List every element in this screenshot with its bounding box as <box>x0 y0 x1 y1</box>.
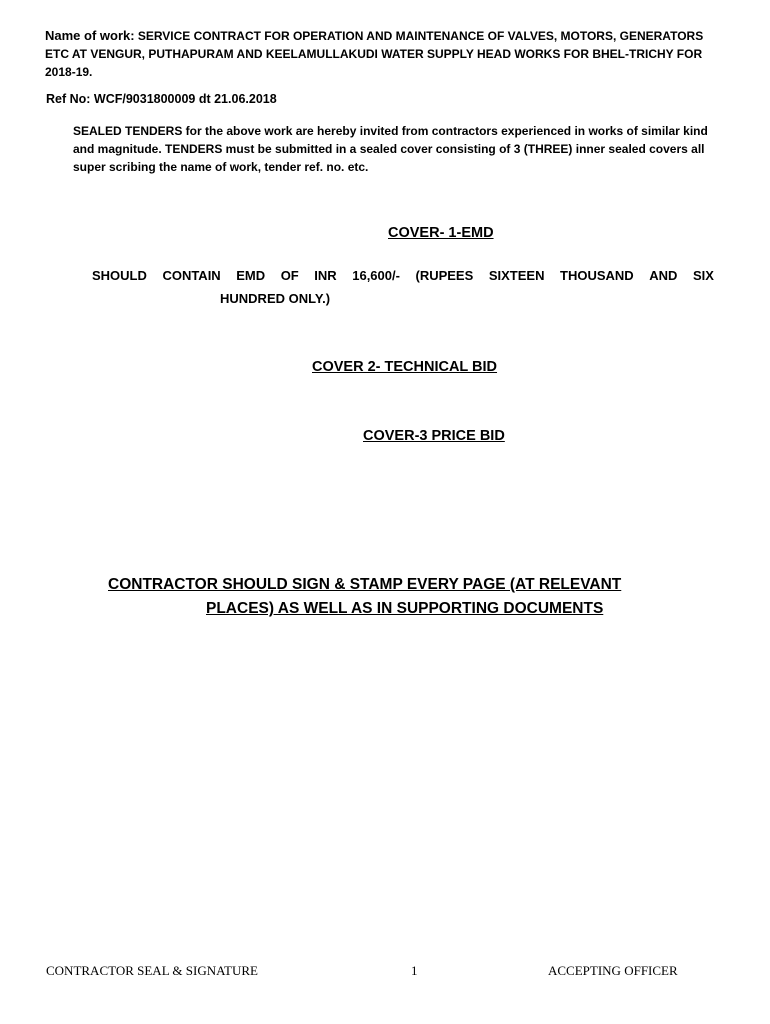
emd-word: EMD <box>236 268 266 283</box>
footer-contractor-seal: CONTRACTOR SEAL & SIGNATURE <box>46 963 258 978</box>
emd-word: INR <box>314 268 337 283</box>
intro-paragraph: SEALED TENDERS for the above work are hereby invited from contractors experienced in works of similar kind and magnitude. TENDERS must be submitted in a sealed cover consisting of 3 (THREE) inner sealed covers all super scribing the name of work, tender ref. no. etc. <box>73 124 708 174</box>
emd-word: OF <box>280 268 299 283</box>
emd-word: CONTAIN <box>162 268 221 283</box>
emd-word: 16,600/- <box>352 268 400 283</box>
emd-word: AND <box>649 268 678 283</box>
emd-line-2: HUNDRED ONLY.) <box>220 291 331 306</box>
name-of-work-label: Name of work: <box>45 28 135 43</box>
cover-1-heading: COVER- 1-EMD <box>388 225 494 241</box>
name-of-work <box>45 27 715 81</box>
cover-3-heading: COVER-3 PRICE BID <box>363 428 505 444</box>
emd-line-1 <box>92 268 714 283</box>
sign-notice-line-1: CONTRACTOR SHOULD SIGN & STAMP EVERY PAGE (AT RELEVANT <box>108 576 622 593</box>
sign-notice-line-2: PLACES) AS WELL AS IN SUPPORTING DOCUMENTS <box>206 600 604 617</box>
emd-word: (RUPEES <box>415 268 474 283</box>
cover-2-heading: COVER 2- TECHNICAL BID <box>312 359 498 375</box>
footer-accepting-officer: ACCEPTING OFFICER <box>548 963 678 978</box>
reference-number: Ref No: WCF/9031800009 dt 21.06.2018 <box>46 92 277 106</box>
emd-word: SIXTEEN <box>488 268 545 283</box>
emd-word: THOUSAND <box>560 268 634 283</box>
footer-page-number: 1 <box>411 963 418 978</box>
emd-word: SIX <box>692 268 714 283</box>
emd-word: SHOULD <box>92 268 147 283</box>
name-of-work-value: SERVICE CONTRACT FOR OPERATION AND MAINTENANCE OF VALVES, MOTORS, GENERATORS ETC AT VENGUR, PUTHAPURAM AND KEELAMULLAKUDI WATER SUPPLY HEAD WORKS FOR BHEL-TRICHY FOR 2018-19. <box>45 29 704 79</box>
